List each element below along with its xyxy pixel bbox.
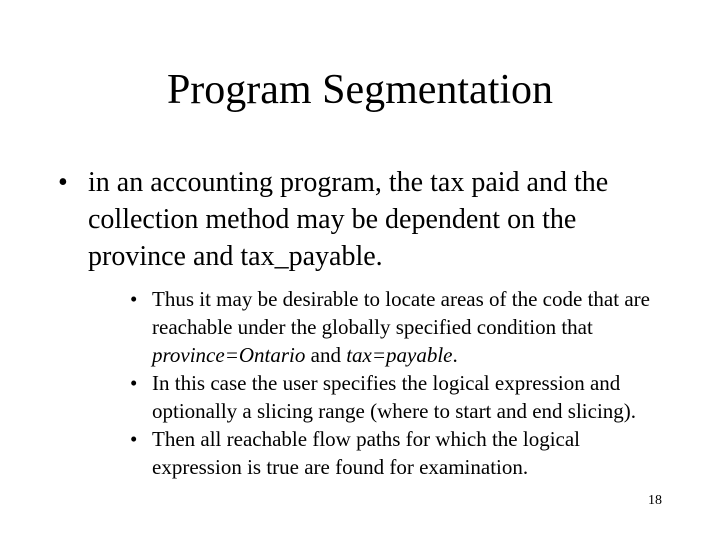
sub-bullet-2-text: In this case the user specifies the logical expression and optionally a slicing range (where to start and end slicing).: [152, 371, 637, 423]
bullet-marker: •: [130, 427, 138, 451]
sub-bullet-1-text-end: .: [452, 343, 458, 367]
page-number: 18: [648, 493, 662, 508]
sub-bullet-list: [130, 285, 670, 481]
sub-bullet-3: [130, 425, 670, 481]
condition-tax: tax=payable: [346, 343, 453, 367]
bullet-marker: •: [58, 167, 68, 198]
sub-bullet-2: [130, 369, 670, 425]
sub-bullet-1-text-start: Thus it may be desirable to locate areas of the code that are reachable under the globally specified condition that: [152, 287, 650, 339]
bullet-marker: •: [130, 287, 138, 311]
bullet-marker: •: [130, 371, 138, 395]
sub-bullet-1-text-mid: and: [305, 343, 347, 367]
slide-title: Program Segmentation: [166, 67, 554, 113]
main-bullet-text: in an accounting program, the tax paid and the collection method may be dependent on the province and tax_payable.: [88, 167, 609, 272]
sub-bullet-3-text: Then all reachable flow paths for which the logical expression is true are found for examination.: [152, 427, 580, 479]
condition-province: province=Ontario: [152, 343, 306, 367]
sub-bullet-1: [130, 285, 670, 369]
